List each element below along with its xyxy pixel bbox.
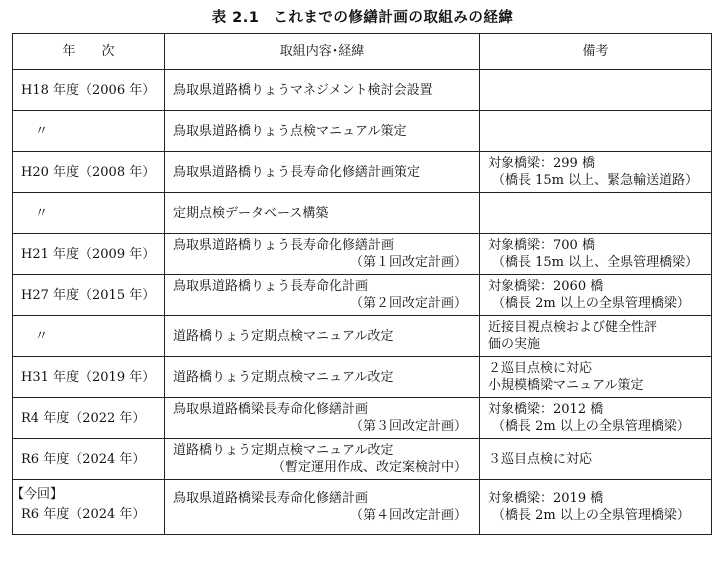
remark-line: 対象橋梁：2060 橋: [488, 279, 604, 294]
remarks-cell: [480, 234, 712, 275]
table-row: [13, 70, 712, 111]
remarks-cell: [480, 70, 712, 111]
year-text: H31 年度（2019 年）: [21, 369, 156, 385]
remark-line: 小規模橋梁マニュアル策定: [488, 378, 644, 393]
remarks-cell: [480, 439, 712, 480]
content-subtext: （第３回改定計画）: [349, 419, 467, 434]
year-cell: [13, 275, 165, 316]
remark-line: 近接目視点検および健全性評: [488, 320, 658, 335]
content-cell: [165, 111, 480, 152]
header-remarks: 備考: [480, 34, 712, 70]
table-caption: [0, 6, 725, 27]
year-cell: [13, 357, 165, 398]
remarks-cell: [480, 193, 712, 234]
year-cell: [13, 152, 165, 193]
table-row: [13, 398, 712, 439]
table-row: [13, 193, 712, 234]
content-cell: [165, 70, 480, 111]
table-row: [13, 111, 712, 152]
content-cell: [165, 439, 480, 480]
table-row: [13, 234, 712, 275]
remarks-cell: [480, 275, 712, 316]
remark-line: （橋長 2m 以上の全県管理橋梁）: [492, 419, 690, 434]
remark-line: ３巡目点検に対応: [488, 451, 593, 467]
content-text: 鳥取県道路橋りょう長寿命化計画: [173, 279, 369, 294]
content-text: 道路橋りょう定期点検マニュアル改定: [173, 443, 394, 458]
year-text: R4 年度（2022 年）: [21, 410, 146, 426]
content-text: 鳥取県道路橋りょうマネジメント検討会設置: [173, 82, 433, 98]
history-table: [12, 33, 712, 535]
remark-line: ２巡目点検に対応: [488, 361, 593, 376]
remarks-cell: [480, 398, 712, 439]
remarks-cell: [480, 357, 712, 398]
table-title: これまでの修繕計画の取組みの経緯: [273, 10, 514, 26]
content-subtext: （暫定運用作成、改定案検討中）: [271, 460, 467, 475]
content-text: 鳥取県道路橋りょう長寿命化修繕計画策定: [173, 164, 421, 180]
year-cell: [13, 70, 165, 111]
content-cell: [165, 152, 480, 193]
current-marker: 【今回】: [11, 486, 64, 502]
year-text: H20 年度（2008 年）: [21, 164, 156, 180]
year-cell: [13, 111, 165, 152]
content-subtext: （第１回改定計画）: [349, 255, 467, 270]
year-text: H18 年度（2006 年）: [21, 82, 156, 98]
content-text: 定期点検データベース構築: [173, 205, 329, 221]
year-text: H27 年度（2015 年）: [21, 287, 156, 303]
remarks-cell: [480, 152, 712, 193]
year-text: R6 年度（2024 年）: [21, 451, 146, 467]
year-text: 〃: [35, 123, 49, 139]
content-text: 道路橋りょう定期点検マニュアル改定: [173, 328, 394, 344]
remarks-cell: [480, 316, 712, 357]
table-body: [13, 70, 712, 535]
header-year: 年 次: [13, 34, 165, 70]
remark-line: （橋長 2m 以上の全県管理橋梁）: [492, 296, 690, 311]
content-cell: [165, 480, 480, 535]
content-cell: [165, 357, 480, 398]
remarks-cell: [480, 111, 712, 152]
table-row: [13, 357, 712, 398]
content-subtext: （第２回改定計画）: [349, 296, 467, 311]
content-subtext: （第４回改定計画）: [349, 508, 467, 523]
content-cell: [165, 275, 480, 316]
year-cell: [13, 398, 165, 439]
table-row: [13, 152, 712, 193]
remark-line: 価の実施: [488, 337, 541, 352]
content-cell: [165, 398, 480, 439]
year-text: 〃: [35, 205, 49, 221]
year-text: R6 年度（2024 年）: [21, 506, 146, 522]
content-text: 鳥取県道路橋梁長寿命化修繕計画: [173, 402, 369, 417]
remark-line: （橋長 15m 以上、全県管理橋梁）: [492, 255, 699, 270]
remark-line: 対象橋梁：2019 橋: [488, 491, 604, 506]
content-text: 鳥取県道路橋りょう長寿命化修繕計画: [173, 238, 395, 253]
remarks-cell: [480, 480, 712, 535]
table-row: [13, 316, 712, 357]
table-row: [13, 480, 712, 535]
table-number: 表 2.1: [211, 10, 260, 26]
year-text: H21 年度（2009 年）: [21, 246, 156, 262]
remark-line: （橋長 15m 以上、緊急輸送道路）: [492, 173, 699, 188]
remark-line: 対象橋梁：299 橋: [488, 156, 595, 171]
content-cell: [165, 234, 480, 275]
year-text: 〃: [35, 328, 49, 344]
table-row: [13, 439, 712, 480]
year-cell: [13, 480, 165, 535]
remark-line: （橋長 2m 以上の全県管理橋梁）: [492, 508, 690, 523]
header-row: [13, 34, 712, 70]
remark-line: 対象橋梁：700 橋: [488, 238, 595, 253]
content-text: 道路橋りょう定期点検マニュアル改定: [173, 369, 394, 385]
content-cell: [165, 316, 480, 357]
remark-line: 対象橋梁：2012 橋: [488, 402, 604, 417]
year-cell: [13, 439, 165, 480]
content-text: 鳥取県道路橋梁長寿命化修繕計画: [173, 491, 369, 506]
year-cell: [13, 234, 165, 275]
table-row: [13, 275, 712, 316]
year-cell: [13, 193, 165, 234]
header-content: 取組内容･経緯: [165, 34, 480, 70]
year-cell: [13, 316, 165, 357]
content-text: 鳥取県道路橋りょう点検マニュアル策定: [173, 123, 407, 139]
content-cell: [165, 193, 480, 234]
